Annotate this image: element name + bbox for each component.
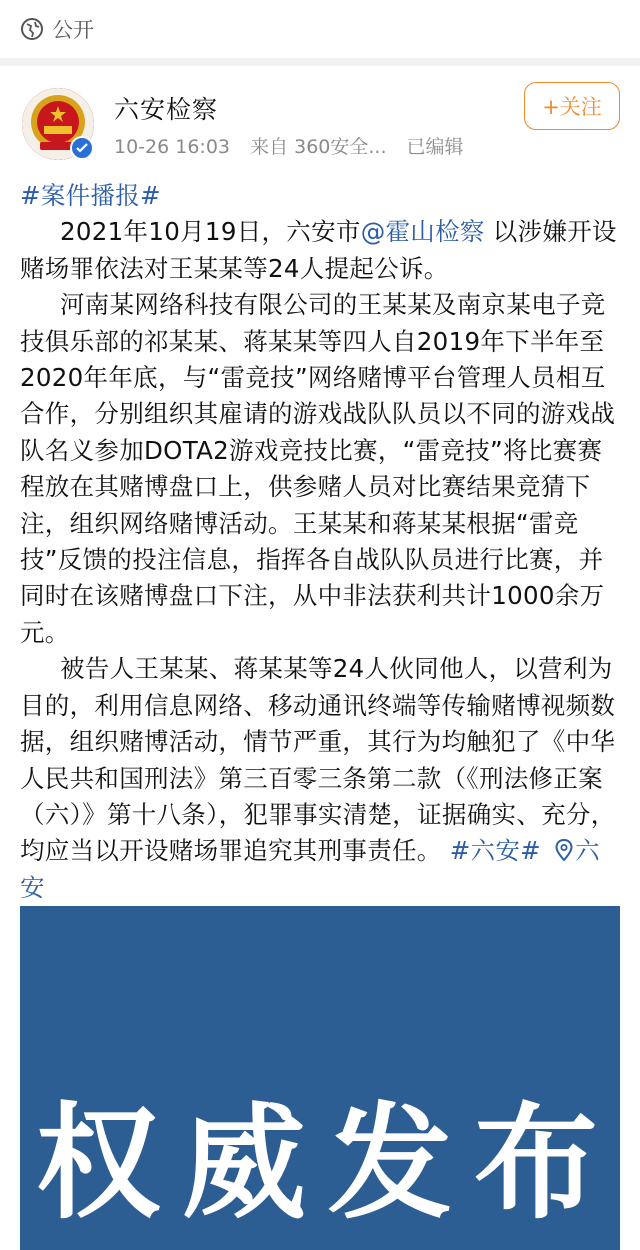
location-label: 六安 [20,836,600,902]
post-source: 来自 360安全... [250,136,387,158]
p1-lead: 2021年10月19日，六安市 [60,217,361,247]
p2-text: 河南某网络科技有限公司的王某某及南京某电子竞技俱乐部的祁某某、蒋某某等四人自2019年下半年至2020年年底，与“雷竞技”网络赌博平台管理人员相互合作，分别组织其雇请的游戏战队队员以不同的游戏战队名义参加DOTA2游戏竞技比赛，“雷竞技”将比赛赛程放在其赌博盘口上，供参赌人员对比赛结果竞猜下注，组织网络赌博活动。王某某和蒋某某根据“雷竞技”反馈的投注信息，指挥各自战队队员进行比赛，并同时在该赌博盘口下注，从中非法获利共计1000余万元。 [20,290,616,647]
follow-button[interactable]: +关注 [524,82,620,130]
hashtag-link[interactable]: #六安# [449,836,541,866]
location-pin-icon [555,839,573,861]
edited-label[interactable]: 已编辑 [406,136,464,158]
banner-title: 权威发布 [36,1091,620,1236]
globe-icon [20,17,44,41]
p3-text: 被告人王某某、蒋某某等24人伙同他人，以营利为目的，利用信息网络、移动通讯终端等传输赌博视频数据，组织赌博活动，情节严重，其行为均触犯了《中华人民共和国刑法》第三百零三条第二款（《刑法修正案（六）》第十八条），犯罪事实清楚，证据确实、充分，均应当以开设赌场罪追究其刑事责任。 [20,654,616,866]
visibility-label: 公开 [52,18,94,42]
post-header [0,66,640,176]
post-image[interactable] [20,906,620,1250]
paragraph-3 [20,651,624,906]
topic-tag[interactable]: #案件播报# [20,181,161,210]
verified-check-icon [70,136,94,160]
divider [0,58,640,66]
post-meta [114,132,478,159]
paragraph-1 [20,178,624,287]
mention-link[interactable]: @霍山检察 [360,217,485,247]
post-body [20,178,624,906]
visibility-bar [0,0,640,58]
paragraph-2 [20,287,624,651]
post-time: 10-26 16:03 [114,136,231,158]
author-name[interactable]: 六安检察 [114,95,219,124]
p1-tail: 以涉嫌开设赌场罪依法对王某某等24人提起公诉。 [20,217,617,283]
